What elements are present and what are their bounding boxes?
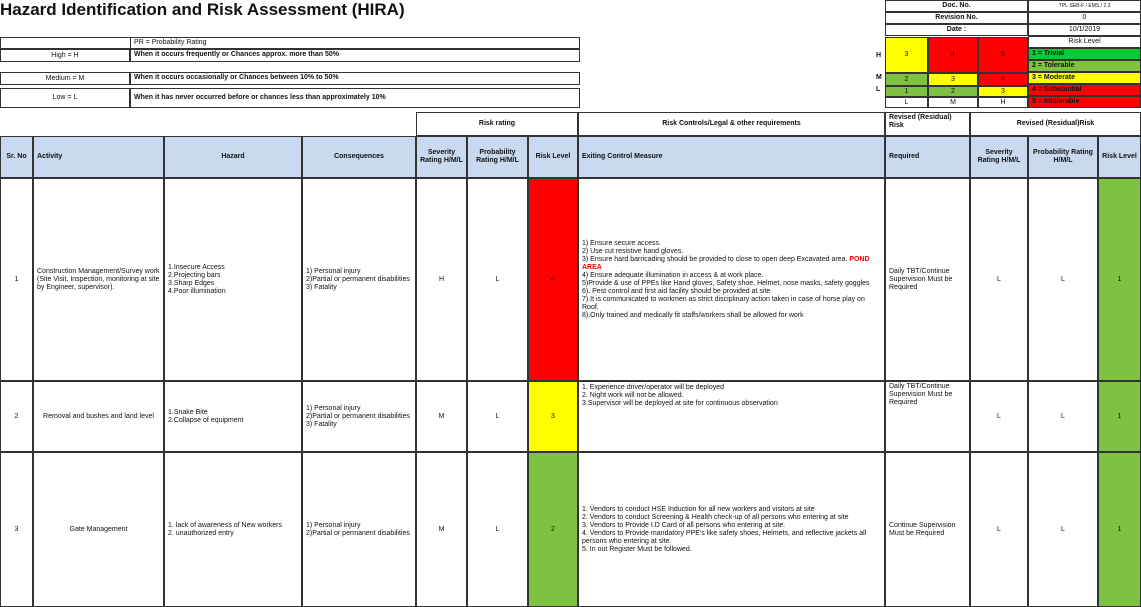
matrix-cell: 5	[978, 37, 1028, 73]
col-severity: Severity Rating H/M/L	[416, 136, 467, 178]
table-row-1-severity: H	[416, 178, 467, 381]
page-title: Hazard Identification and Risk Assessment (HIRA)	[0, 0, 405, 19]
table-row-3-sr: 3	[0, 452, 33, 607]
table-row-1-probability-2: L	[1028, 178, 1098, 381]
level-substantial: 4 = Substantial	[1028, 84, 1141, 96]
matrix-col-label: M	[928, 97, 978, 108]
level-tolerable: 2 = Tolerable	[1028, 60, 1141, 72]
controls-part-b: 4) Ensure adequate illumination in access & at work place. 5)Provide & use of PPEs like Hand gloves, Safety shoe, Helmet, nose masks, safety goggles 6). Pest control and first aid facility should be provided at site 7).It is communicated to workmen as strict disciplinary action taken in case of horse play on Roof. 8).Only trained and medically fit staffs/workers shall be allowed for work	[582, 271, 870, 319]
pr-header: PR = Probability Rating	[130, 37, 580, 49]
table-row-1-controls-text	[582, 240, 881, 320]
table-row-2-sr: 2	[0, 381, 33, 452]
high-desc: When it occurs frequently or Chances approx. more than 50%	[130, 49, 580, 62]
controls-part-a: 1) Ensure secure access. 2) Use cut resistive hand gloves. 3) Ensure hard barricading should be provided to close to open deep Excavated area.	[582, 239, 848, 263]
matrix-row-label-m: M	[876, 74, 882, 81]
table-row-1-hazard: 1.Insecure Access 2.Projecting bars 3.Sharp Edges 4.Poor illumination	[164, 178, 302, 381]
table-row-1-consequences: 1) Personal injury 2)Partial or permanent disabilities 3) Fatality	[302, 178, 416, 381]
level-trivial: 1 = Trivial	[1028, 48, 1141, 60]
col-activity: Activity	[33, 136, 164, 178]
table-row-3-probability-2: L	[1028, 452, 1098, 607]
table-row-1-activity: Construction Management/Survey work (Site Visit, Inspection, monitoring at site by Engineer, supervisor).	[33, 178, 164, 381]
risk-controls-header: Risk Controls/Legal & other requirements	[578, 112, 885, 136]
table-row-2-risk-level: 3	[528, 381, 578, 452]
table-row-2-activity: Removal and bushes and land level	[33, 381, 164, 452]
matrix-cell: 3	[885, 37, 928, 73]
matrix-cell: 2	[885, 73, 928, 86]
risk-level-label: Risk Level	[1028, 36, 1141, 48]
col-hazard: Hazard	[164, 136, 302, 178]
col-existing-control: Exiting Control Measure	[578, 136, 885, 178]
matrix-cell: 4	[978, 73, 1028, 86]
table-row-3-controls: 1. Vendors to conduct HSE Induction for all new workers and visitors at site 2. Vendors to conduct Screening & Health check-up of all persons who entering at site 3. Vendors to Provide I.D Card of all persons who entering at site. 4. Vendors to Provide mandatory PPE's like safety shoes, Helmets, and reflective jackets all persons who entering at site. 5. In out Register Must be followed.	[578, 452, 885, 607]
table-row-2-consequences: 1) Personal injury 2)Partial or permanent disabilities 3) Fatality	[302, 381, 416, 452]
col-risk-level: Risk Level	[528, 136, 578, 178]
table-row-1-probability: L	[467, 178, 528, 381]
revision-value: 0	[1028, 12, 1141, 24]
table-row-1-severity-2: L	[970, 178, 1028, 381]
low-label: Low = L	[0, 88, 130, 108]
date-value: 10/1/2019	[1028, 24, 1141, 36]
col-consequences: Consequences	[302, 136, 416, 178]
table-row-3-risk-level-2: 1	[1098, 452, 1141, 607]
table-row-1-required: Daily TBT/Continue Supervision Must be Required	[885, 178, 970, 381]
table-row-1-risk-level-2: 1	[1098, 178, 1141, 381]
table-row-1-sr: 1	[0, 178, 33, 381]
matrix-cell: 4	[928, 37, 978, 73]
table-row-1-risk-level: 4	[528, 178, 578, 381]
table-row-2-controls: 1. Experience driver/operator will be deployed 2. Night work will not be allowed. 3.Supervisor will be deployed at site for continuous observation	[578, 381, 885, 452]
table-row-1-controls	[578, 178, 885, 381]
pond-area-highlight: POND AREA	[582, 255, 870, 271]
risk-rating-header: Risk rating	[416, 112, 578, 136]
table-row-2-probability: L	[467, 381, 528, 452]
matrix-col-label: H	[978, 97, 1028, 108]
table-row-3-consequences: 1) Personal injury 2)Partial or permanent disabilities	[302, 452, 416, 607]
table-row-2-hazard: 1.Snake Bite 2.Collapse of equipment	[164, 381, 302, 452]
matrix-cell: 2	[928, 86, 978, 97]
medium-label: Medium = M	[0, 72, 130, 85]
doc-no-label: Doc. No.	[885, 0, 1028, 12]
table-row-3-risk-level: 2	[528, 452, 578, 607]
matrix-row-label-h: H	[876, 52, 882, 59]
revised-risk-header: Revised (Residual)Risk	[970, 112, 1141, 136]
revision-label: Revision No.	[885, 12, 1028, 24]
matrix-cell: 3	[928, 73, 978, 86]
col-severity-2: Severity Rating H/M/L	[970, 136, 1028, 178]
table-row-2-severity-2: L	[970, 381, 1028, 452]
low-desc: When it has never occurred before or chances less than approximately 10%	[130, 88, 580, 108]
table-row-3-activity: Gate Management	[33, 452, 164, 607]
col-probability: Probability Rating H/M/L	[467, 136, 528, 178]
matrix-col-label: L	[885, 97, 928, 108]
date-label: Date :	[885, 24, 1028, 36]
table-row-3-required: Continue Supervision Must be Required	[885, 452, 970, 607]
matrix-cell: 1	[885, 86, 928, 97]
matrix-row-label-l: L	[876, 86, 881, 93]
table-row-2-risk-level-2: 1	[1098, 381, 1141, 452]
col-risk-level-2: Risk Level	[1098, 136, 1141, 178]
table-row-3-severity: M	[416, 452, 467, 607]
high-label: High = H	[0, 49, 130, 62]
table-row-2-severity: M	[416, 381, 467, 452]
table-row-2-required: Daily TBT/Continue Supervision Must be Required	[885, 381, 970, 452]
medium-desc: When it occurs occasionally or Chances between 10% to 50%	[130, 72, 580, 85]
table-row-3-probability: L	[467, 452, 528, 607]
table-row-3-hazard: 1. lack of awareness of New workers 2. unauthorized entry	[164, 452, 302, 607]
revised-risk-top-header: Revised (Residual) Risk	[885, 112, 970, 136]
col-required: Required	[885, 136, 970, 178]
matrix-cell: 3	[978, 86, 1028, 97]
doc-no-value: TPL-SEB-F / EMS / 2.3	[1028, 0, 1141, 12]
table-row-3-severity-2: L	[970, 452, 1028, 607]
col-probability-2: Probability Rating H/M/L	[1028, 136, 1098, 178]
col-sr-no: Sr. No	[0, 136, 33, 178]
level-moderate: 3 = Moderate	[1028, 72, 1141, 84]
legend-spacer	[0, 37, 130, 49]
table-row-2-probability-2: L	[1028, 381, 1098, 452]
level-intolerable: 5 = Intolerable	[1028, 96, 1141, 108]
